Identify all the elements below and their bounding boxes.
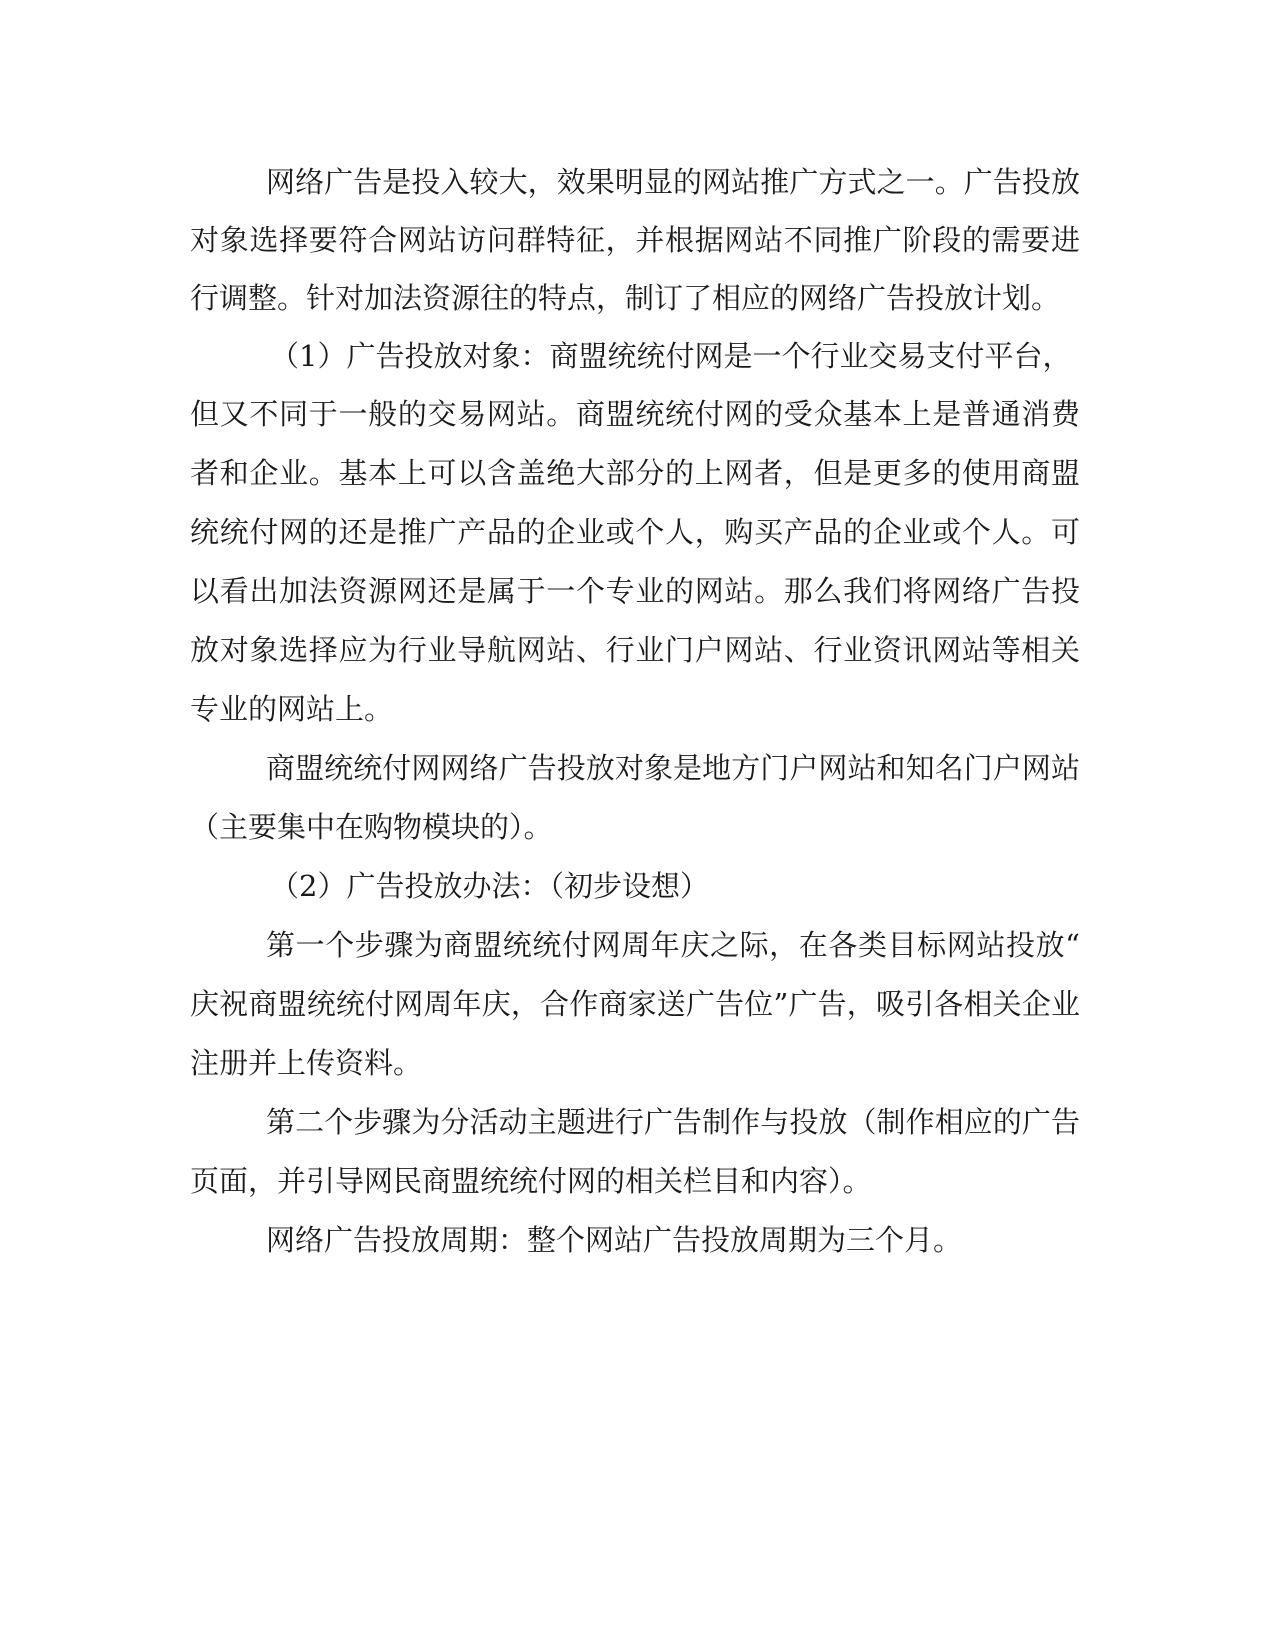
text-line: 但又不同于一般的交易网站。商盟统统付网的受众基本上是普通消费: [190, 397, 1080, 431]
text-line: 注册并上传资料。: [190, 1046, 423, 1080]
text-line: （主要集中在购物模块的）。: [190, 810, 553, 844]
text-line: 商盟统统付网网络广告投放对象是地方门户网站和知名门户网站: [266, 751, 1080, 785]
text-line: 放对象选择应为行业导航网站、行业门户网站、行业资讯网站等相关: [190, 633, 1080, 667]
text-line: 对象选择要符合网站访问群特征，并根据网站不同推广阶段的需要进: [190, 223, 1080, 257]
text-line: 第一个步骤为商盟统统付网周年庆之际，在各类目标网站投放“: [266, 928, 1080, 962]
text-line: 庆祝商盟统统付网周年庆，合作商家送广告位”广告，吸引各相关企业: [190, 987, 1080, 1021]
text-line: 行调整。针对加法资源往的特点，制订了相应的网络广告投放计划。: [190, 281, 1061, 315]
text-line: 第二个步骤为分活动主题进行广告制作与投放（制作相应的广告: [266, 1105, 1080, 1139]
text-line: 专业的网站上。: [190, 692, 394, 726]
text-line: 以看出加法资源网还是属于一个专业的网站。那么我们将网络广告投: [190, 574, 1080, 608]
text-line: 网络广告投放周期：整个网站广告投放周期为三个月。: [266, 1223, 963, 1257]
text-line: 页面，并引导网民商盟统统付网的相关栏目和内容）。: [190, 1164, 872, 1198]
text-line: 网络广告是投入较大，效果明显的网站推广方式之一。广告投放: [266, 165, 1080, 199]
text-line: （2）广告投放办法：（初步设想）: [270, 869, 709, 903]
text-line: 者和企业。基本上可以含盖绝大部分的上网者，但是更多的使用商盟: [190, 456, 1080, 490]
text-line: 统统付网的还是推广产品的企业或个人，购买产品的企业或个人。可: [190, 515, 1080, 549]
text-line: （1）广告投放对象：商盟统统付网是一个行业交易支付平台，: [270, 339, 1072, 373]
